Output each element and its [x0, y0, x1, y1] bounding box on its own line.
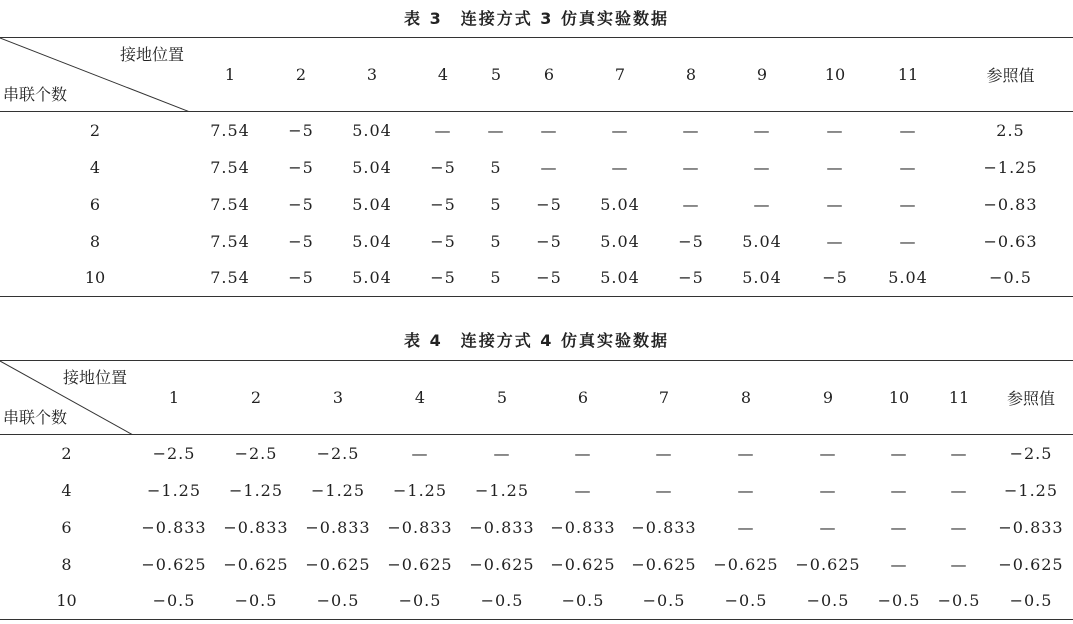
corner-label-ground-position: 接地位置 — [62, 368, 127, 387]
data-cell: −2.5 — [316, 443, 360, 463]
table-row — [0, 186, 1073, 223]
corner-label-series-count: 串联个数 — [3, 408, 68, 427]
data-cell: −0.5 — [152, 591, 196, 611]
data-cell: — — [411, 443, 429, 463]
data-cell: −0.5 — [642, 591, 686, 611]
data-cell: — — [819, 480, 837, 500]
data-cell: — — [950, 443, 968, 463]
data-cell: — — [899, 157, 917, 177]
data-cell: −0.625 — [795, 554, 861, 574]
data-cell: 5.04 — [742, 231, 782, 251]
data-cell: 5.04 — [352, 268, 392, 288]
row-header-series-count: 10 — [56, 591, 77, 611]
data-cell: 5.04 — [352, 231, 392, 251]
data-cell: −0.625 — [387, 554, 453, 574]
row-header-series-count: 4 — [89, 157, 101, 177]
data-cell: −0.625 — [223, 554, 289, 574]
col-header-reference: 参照值 — [986, 66, 1035, 85]
row-header-series-count: 4 — [61, 480, 72, 500]
data-cell: — — [826, 194, 844, 214]
data-cell: — — [753, 120, 771, 140]
row-header-series-count: 2 — [61, 443, 72, 463]
reference-value-cell: −0.625 — [998, 554, 1064, 574]
data-cell: −0.833 — [631, 517, 697, 537]
row-header-series-count: 8 — [61, 554, 72, 574]
data-cell: −1.25 — [474, 480, 530, 500]
data-cell: −0.625 — [469, 554, 535, 574]
data-cell: −5 — [822, 268, 848, 288]
col-header: 6 — [543, 65, 555, 84]
table-row — [0, 472, 1073, 509]
data-cell: −5 — [430, 194, 456, 214]
data-cell: −5 — [430, 157, 456, 177]
col-header: 1 — [224, 65, 236, 84]
row-header-series-count: 8 — [89, 231, 101, 251]
data-cell: −1.25 — [228, 480, 284, 500]
data-cell: −5 — [430, 268, 456, 288]
data-cell: −5 — [536, 194, 562, 214]
table-row — [0, 583, 1073, 620]
col-header: 9 — [756, 65, 768, 84]
col-header: 11 — [948, 388, 970, 407]
table3 — [0, 37, 1073, 297]
data-cell: −0.5 — [724, 591, 768, 611]
data-cell: 5 — [490, 268, 502, 288]
col-header: 1 — [168, 388, 180, 407]
table4 — [0, 360, 1073, 620]
data-cell: −5 — [288, 157, 314, 177]
data-cell: 5.04 — [352, 194, 392, 214]
data-cell: −2.5 — [152, 443, 196, 463]
data-cell: −1.25 — [392, 480, 448, 500]
data-cell: −5 — [536, 268, 562, 288]
col-header: 10 — [888, 388, 910, 407]
row-header-series-count: 2 — [89, 120, 101, 140]
data-cell: — — [826, 231, 844, 251]
data-cell: −0.5 — [561, 591, 605, 611]
corner-label-series-count: 串联个数 — [3, 85, 68, 104]
col-header: 7 — [614, 65, 626, 84]
data-cell: 5 — [490, 194, 502, 214]
data-cell: — — [574, 480, 592, 500]
data-cell: 7.54 — [210, 157, 250, 177]
data-cell: 5 — [490, 157, 502, 177]
corner-label-ground-position: 接地位置 — [119, 45, 184, 64]
col-header: 4 — [414, 388, 426, 407]
reference-value-cell: −1.25 — [983, 157, 1038, 177]
data-cell: — — [890, 480, 908, 500]
data-cell: −0.625 — [141, 554, 207, 574]
data-cell: −0.5 — [480, 591, 524, 611]
data-cell: — — [737, 443, 755, 463]
data-cell: — — [899, 194, 917, 214]
data-cell: — — [574, 443, 592, 463]
col-header: 7 — [658, 388, 670, 407]
data-cell: −0.625 — [550, 554, 616, 574]
col-header: 4 — [437, 65, 449, 84]
col-header: 2 — [250, 388, 262, 407]
table-row — [0, 112, 1073, 149]
data-cell: — — [950, 554, 968, 574]
col-header: 5 — [490, 65, 502, 84]
table4-header-row — [0, 361, 1073, 435]
data-cell: −0.833 — [223, 517, 289, 537]
data-cell: −0.5 — [234, 591, 278, 611]
reference-value-cell: −0.63 — [983, 231, 1038, 251]
data-cell: −5 — [430, 231, 456, 251]
data-cell: −5 — [288, 231, 314, 251]
data-cell: — — [826, 120, 844, 140]
data-cell: −1.25 — [310, 480, 366, 500]
col-header: 3 — [366, 65, 378, 84]
data-cell: — — [899, 120, 917, 140]
data-cell: −0.833 — [469, 517, 535, 537]
data-cell: 5.04 — [352, 120, 392, 140]
data-cell: — — [819, 517, 837, 537]
col-header: 3 — [332, 388, 344, 407]
col-header: 2 — [295, 65, 307, 84]
data-cell: −5 — [536, 231, 562, 251]
reference-value-cell: 2.5 — [996, 120, 1025, 140]
data-cell: 5 — [490, 231, 502, 251]
data-cell: — — [493, 443, 511, 463]
data-cell: — — [540, 157, 558, 177]
table-row — [0, 509, 1073, 546]
data-cell: −0.5 — [937, 591, 981, 611]
data-cell: −0.625 — [305, 554, 371, 574]
data-cell: −5 — [678, 231, 704, 251]
data-cell: — — [737, 480, 755, 500]
data-cell: — — [655, 443, 673, 463]
table4-corner-cell — [0, 361, 133, 435]
data-cell: — — [682, 157, 700, 177]
col-header: 10 — [824, 65, 846, 84]
col-header: 9 — [822, 388, 834, 407]
data-cell: −0.833 — [550, 517, 616, 537]
col-header: 8 — [685, 65, 697, 84]
table-row — [0, 435, 1073, 472]
data-cell: −0.833 — [305, 517, 371, 537]
col-header: 6 — [577, 388, 589, 407]
data-cell: −5 — [288, 194, 314, 214]
data-cell: −0.5 — [806, 591, 850, 611]
data-cell: 5.04 — [600, 268, 640, 288]
data-cell: −5 — [288, 120, 314, 140]
table-row — [0, 260, 1073, 297]
data-cell: — — [819, 443, 837, 463]
data-cell: — — [753, 194, 771, 214]
col-header: 8 — [740, 388, 752, 407]
reference-value-cell: −0.83 — [983, 194, 1038, 214]
data-cell: — — [890, 554, 908, 574]
data-cell: — — [890, 517, 908, 537]
reference-value-cell: −1.25 — [1003, 480, 1059, 500]
data-cell: −0.5 — [877, 591, 921, 611]
data-cell: — — [487, 120, 505, 140]
col-header: 11 — [897, 65, 919, 84]
table-row — [0, 223, 1073, 260]
table-row — [0, 149, 1073, 186]
reference-value-cell: −0.5 — [989, 268, 1032, 288]
data-cell: 7.54 — [210, 231, 250, 251]
data-cell: 5.04 — [600, 231, 640, 251]
data-cell: — — [655, 480, 673, 500]
data-cell: 5.04 — [600, 194, 640, 214]
reference-value-cell: −2.5 — [1009, 443, 1053, 463]
data-cell: — — [826, 157, 844, 177]
row-header-series-count: 6 — [89, 194, 101, 214]
data-cell: — — [950, 517, 968, 537]
table3-corner-cell — [0, 38, 190, 112]
data-cell: −0.625 — [713, 554, 779, 574]
data-cell: — — [611, 120, 629, 140]
data-cell: −0.5 — [316, 591, 360, 611]
row-header-series-count: 6 — [61, 517, 72, 537]
data-cell: 5.04 — [888, 268, 928, 288]
data-cell: 5.04 — [742, 268, 782, 288]
data-cell: 7.54 — [210, 268, 250, 288]
data-cell: — — [950, 480, 968, 500]
reference-value-cell: −0.833 — [998, 517, 1064, 537]
data-cell: — — [899, 231, 917, 251]
data-cell: — — [611, 157, 629, 177]
data-cell: −0.625 — [631, 554, 697, 574]
data-cell: −5 — [288, 268, 314, 288]
data-cell: −5 — [678, 268, 704, 288]
data-cell: 7.54 — [210, 194, 250, 214]
data-cell: −0.833 — [387, 517, 453, 537]
data-cell: — — [682, 120, 700, 140]
data-cell: −0.833 — [141, 517, 207, 537]
table3-caption: 表 3 连接方式 3 仿真实验数据 — [404, 9, 669, 28]
data-cell: — — [434, 120, 452, 140]
data-cell: −1.25 — [146, 480, 202, 500]
data-cell: 7.54 — [210, 120, 250, 140]
data-cell: — — [682, 194, 700, 214]
data-cell: −0.5 — [398, 591, 442, 611]
data-cell: −2.5 — [234, 443, 278, 463]
row-header-series-count: 10 — [84, 268, 106, 288]
reference-value-cell: −0.5 — [1009, 591, 1053, 611]
col-header: 5 — [496, 388, 508, 407]
data-cell: — — [890, 443, 908, 463]
data-cell: 5.04 — [352, 157, 392, 177]
table-row — [0, 546, 1073, 583]
table3-header-row — [0, 38, 1073, 112]
data-cell: — — [737, 517, 755, 537]
col-header-reference: 参照值 — [1006, 389, 1055, 408]
data-cell: — — [540, 120, 558, 140]
data-cell: — — [753, 157, 771, 177]
table4-caption: 表 4 连接方式 4 仿真实验数据 — [404, 331, 669, 350]
